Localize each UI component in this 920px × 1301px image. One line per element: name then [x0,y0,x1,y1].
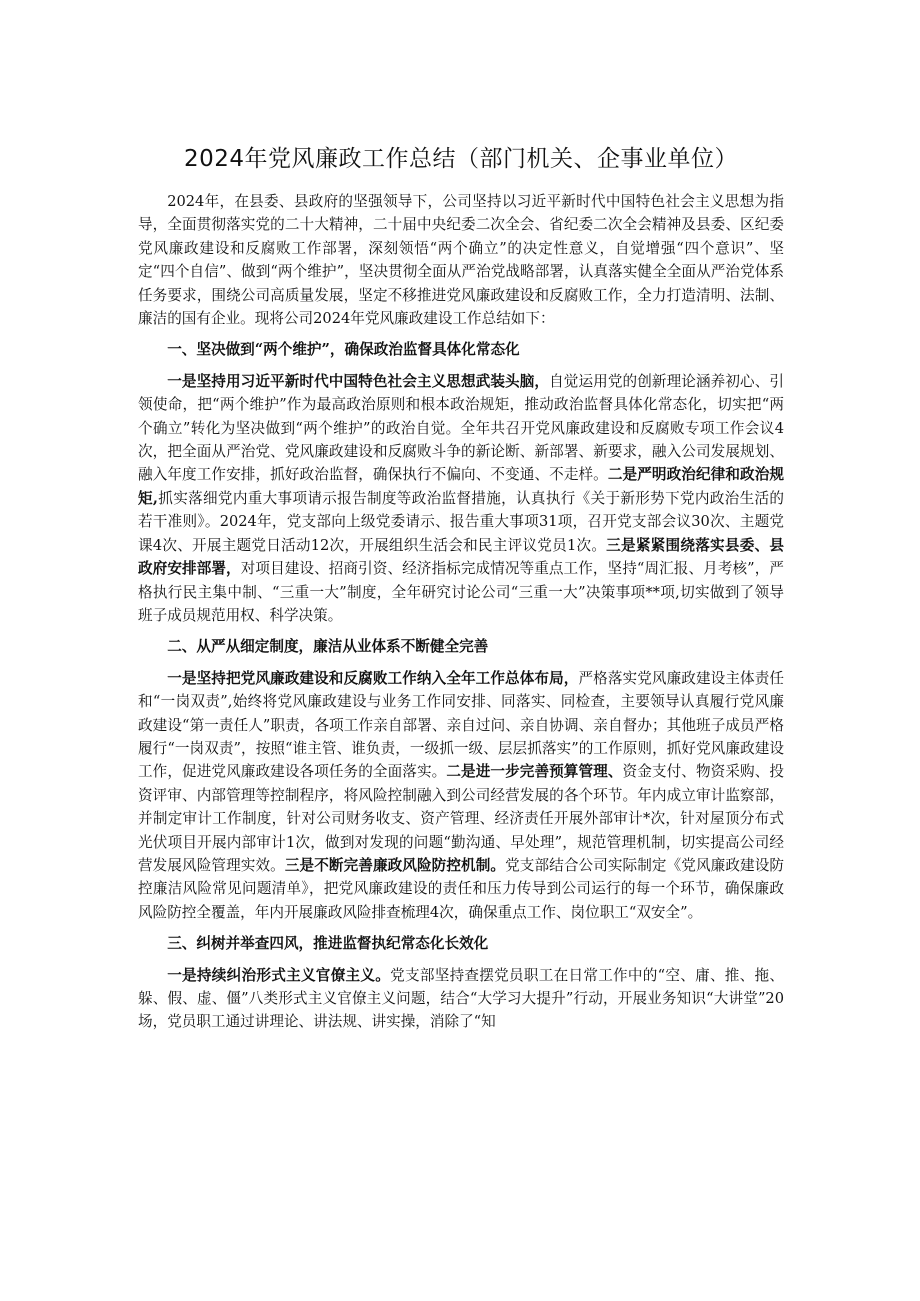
section-1-paragraph [138,370,784,627]
section-heading-1: 一、坚决做到“两个维护”，确保政治监督具体化常态化 [167,341,520,359]
document-page [138,142,784,1034]
section-2-point-1-text: 严格落实党风廉政建设主体责任和“一岗双责”,始终将党风廉政建设与业务工作同安排、同落实、同检查，主要领导认真履行党风廉政建设“第一责任人”职责，各项工作亲自部署、亲自过问、亲自协调、亲自督办；其他班子成员严格履行“一岗双责”，按照“谁主管、谁负责，一级抓一级、层层抓落实”的工作原则，抓好党风廉政建设工作，促进党风廉政建设各项任务的全面落实。 [138,669,784,781]
section-1-point-2-lead: 二是严明政治纪律和政治规矩, [138,466,784,507]
section-2-paragraph [138,667,784,924]
section-1-point-2-text: 抓实落细党内重大事项请示报告制度等政治监督措施，认真执行《关于新形势下党内政治生活的若干准则》。2024年，党支部向上级党委请示、报告重大事项31项，召开党支部会议30次、主题党课4次、开展主题党日活动12次，开展组织生活会和民主评议党员1次。 [138,489,784,554]
document-title: 2024年党风廉政工作总结（部门机关、企事业单位） [183,146,739,172]
intro-paragraph: 2024年，在县委、县政府的坚强领导下，公司坚持以习近平新时代中国特色社会主义思想为指导，全面贯彻落实党的二十大精神，二十届中央纪委二次全会、省纪委二次全会精神及县委、区纪委党风廉政建设和反腐败工作部署，深刻领悟“两个确立”的决定性意义，自觉增强“四个意识”、坚定“四个自信”、做到“两个维护”，坚决贯彻全面从严治党战略部署，认真落实健全全面从严治党体系任务要求，围绕公司高质量发展，坚定不移推进党风廉政建设和反腐败工作，全力打造清明、法制、廉洁的国有企业。现将公司2024年党风廉政建设工作总结如下： [138,193,784,328]
section-2-point-2-text: 资金支付、物资采购、投资评审、内部管理等控制程序，将风险控制融入到公司经营发展的各个环节。年内成立审计监察部，并制定审计工作制度，针对公司财务收支、资产管理、经济责任开展外部审计*次，针对屋顶分布式光伏项目开展内部审计1次，做到对发现的问题“勤沟通、早处理”，规范管理机制，切实提高公司经营发展风险管理实效。 [138,763,784,874]
section-3-point-1-lead: 一是持续纠治形式主义官僚主义。 [167,966,391,984]
section-3-point-1-text: 党支部坚持查摆党员职工在日常工作中的“空、庸、推、拖、躲、假、虚、僵”八类形式主义官僚主义问题，结合“大学习大提升”行动，开展业务知识“大讲堂”20场，党员职工通过讲理论、讲法规、讲实操，消除了“知 [138,966,784,1031]
section-2-point-3-lead: 三是不断完善廉政风险防控机制。 [284,856,506,874]
section-2-point-2-lead: 二是进一步完善预算管理、 [446,763,623,781]
section-3-paragraph [138,964,784,1034]
section-1-point-3-text: 对项目建设、招商引资、经济指标完成情况等重点工作，坚持“周汇报、月考核”，严格执行民主集中制、“三重一大”制度，全年研究讨论公司“三重一大”决策事项**项,切实做到了领导班子成员规范用权、科学决策。 [138,560,784,624]
section-2-point-3-text: 党支部结合公司实际制定《党风廉政建设防控廉洁风险常见问题清单》，把党风廉政建设的责任和压力传导到公司运行的每一个环节，确保廉政风险防控全覆盖，年内开展廉政风险排查梳理4次，确保重点工作、岗位职工“双安全”。 [138,856,784,921]
section-heading-2: 二、从严从细定制度，廉洁从业体系不断健全完善 [167,638,489,656]
section-heading-3: 三、纠树并举查四风，推进监督执纪常态化长效化 [167,935,489,953]
section-1-point-3-lead: 三是紧紧围绕落实县委、县政府安排部署， [138,536,784,578]
section-1-point-1-lead: 一是坚持用习近平新时代中国特色社会主义思想武装头脑， [167,372,550,390]
section-1-point-1-text: 自觉运用党的创新理论涵养初心、引领使命，把“两个维护”作为最高政治原则和根本政治规矩，推动政治监督具体化常态化，切实把“两个确立”转化为坚决做到“两个维护”的政治自觉。全年共召开党风廉政建设和反腐败专项工作会议4次，把全面从严治党、党风廉政建设和反腐败斗争的新论断、新部署、新要求，融入公司发展规划、融入年度工作安排，抓好政治监督，确保执行不偏向、不变通、不走样。 [138,372,784,484]
section-2-point-1-lead: 一是坚持把党风廉政建设和反腐败工作纳入全年工作总体布局， [167,669,579,687]
